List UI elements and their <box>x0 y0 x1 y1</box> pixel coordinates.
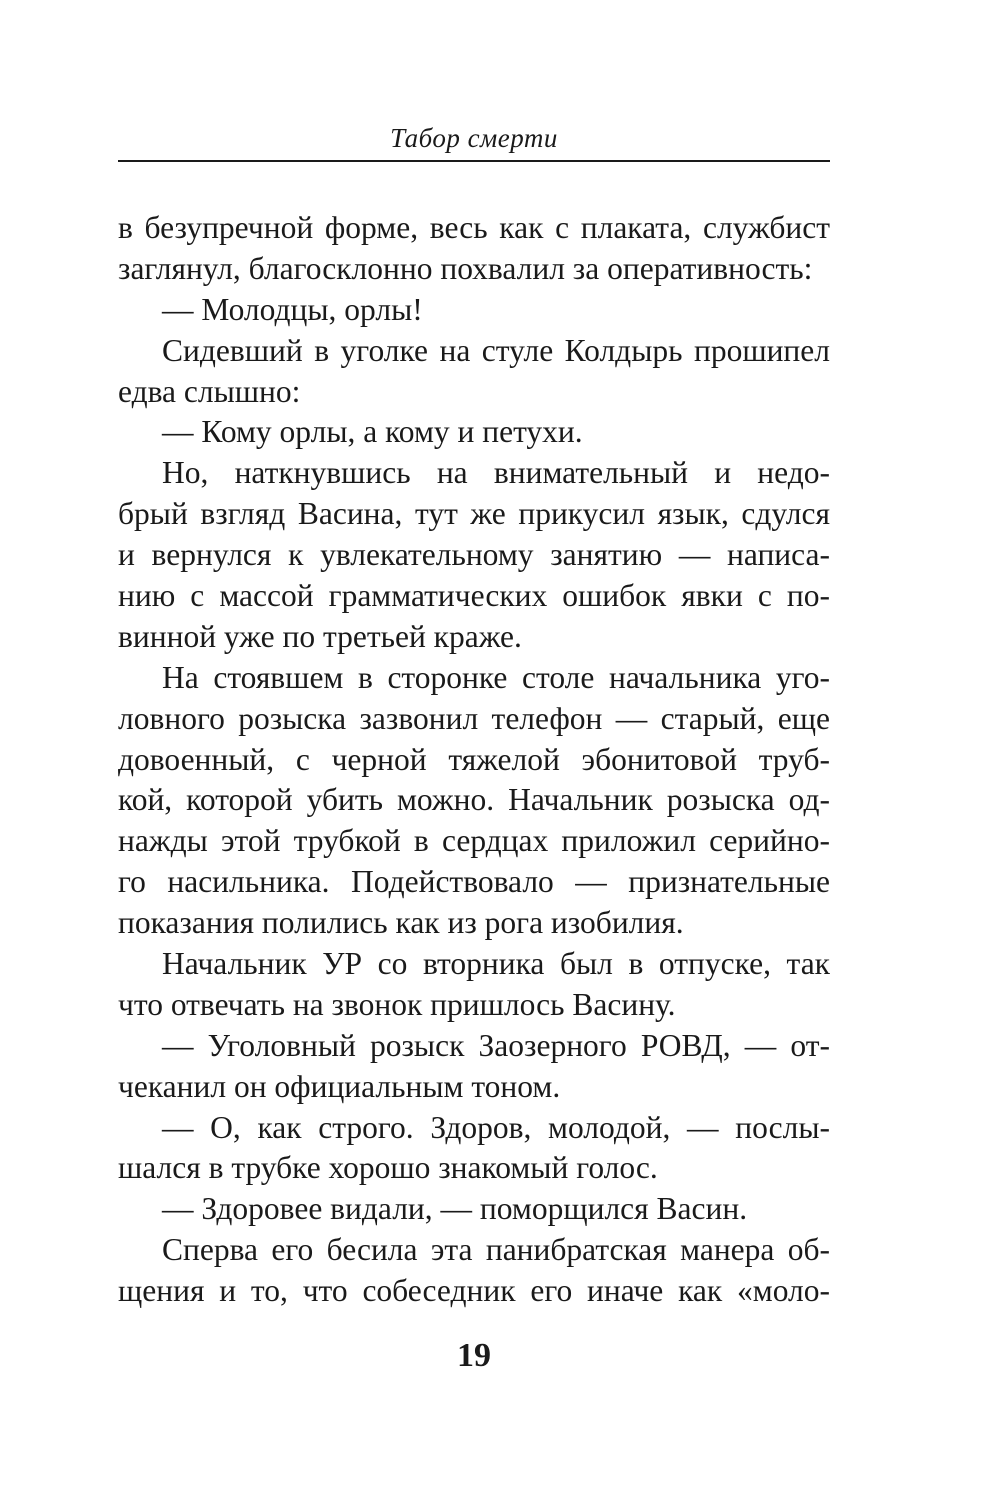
text-line: Начальник УР со вторника был в отпуске, так <box>162 946 830 982</box>
header-rule <box>118 160 830 162</box>
text-line: брый взгляд Васина, тут же прикусил язык, сдулся <box>118 496 830 532</box>
text-line: — О, как строго. Здоров, молодой, — послы- <box>162 1109 830 1145</box>
text-line: го насильника. Подействовало — признательные <box>118 864 830 900</box>
text-line: заглянул, благосклонно похвалил за оперативность: <box>118 250 813 286</box>
text-line: — Кому орлы, а кому и петухи. <box>162 414 583 450</box>
text-line: Сперва его бесила эта панибратская манера об- <box>162 1232 830 1268</box>
text-line: — Молодцы, орлы! <box>162 291 423 327</box>
text-line: в безупречной форме, весь как с плаката, службист <box>118 210 830 245</box>
text-line: Но, наткнувшись на внимательный и недо- <box>162 455 830 491</box>
text-line: На стоявшем в сторонке столе начальника уго- <box>162 659 830 695</box>
text-line: нажды этой трубкой в сердцах приложил серийно- <box>118 823 830 859</box>
text-line: нию с массой грамматических ошибок явки с по- <box>118 578 830 614</box>
text-line: винной уже по третьей краже. <box>118 618 522 654</box>
body-text <box>118 208 830 1312</box>
text-line: показания полились как из рога изобилия. <box>118 905 684 941</box>
text-line: Сидевший в уголке на стуле Колдырь прошипел <box>162 332 830 368</box>
page-number: 19 <box>457 1337 491 1374</box>
text-line: кой, которой убить можно. Начальник розыска од- <box>118 782 830 818</box>
text-line: довоенный, с черной тяжелой эбонитовой труб- <box>118 741 830 777</box>
text-line: ловного розыска зазвонил телефон — старый, еще <box>118 700 830 736</box>
text-line: — Уголовный розыск Заозерного РОВД, — от- <box>162 1027 830 1063</box>
text-line: чеканил он официальным тоном. <box>118 1068 561 1104</box>
text-line: едва слышно: <box>118 373 301 409</box>
text-line: шался в трубке хорошо знакомый голос. <box>118 1150 658 1186</box>
text-line: — Здоровее видали, — поморщился Васин. <box>162 1191 748 1227</box>
running-title: Табор смерти <box>390 123 558 153</box>
text-line: что отвечать на звонок пришлось Васину. <box>118 986 676 1022</box>
text-line: щения и то, что собеседник его иначе как «моло- <box>118 1273 830 1309</box>
text-line: и вернулся к увлекательному занятию — написа- <box>118 537 830 573</box>
